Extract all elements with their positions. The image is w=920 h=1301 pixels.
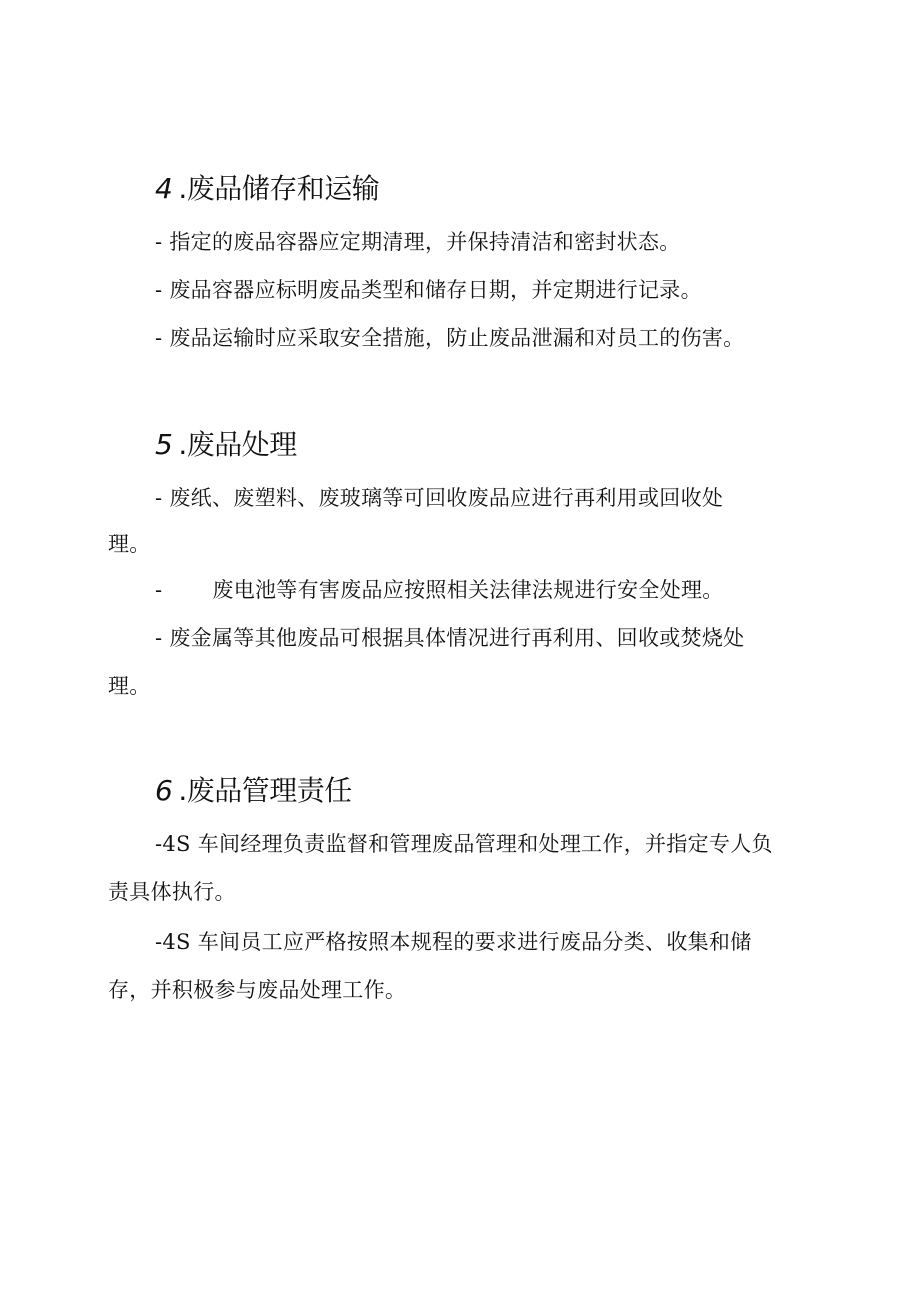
section-number: 6 — [155, 774, 173, 807]
section-6-heading — [155, 774, 352, 808]
section-4-heading — [155, 172, 379, 206]
paragraph-line: 责具体执行。 — [108, 880, 236, 904]
paragraph-line: 存，并积极参与废品处理工作。 — [108, 978, 407, 1002]
section-number: 5 — [155, 428, 173, 461]
list-text: 废电池等有害废品应按照相关法律法规进行安全处理。 — [212, 578, 724, 602]
paragraph-line: - 废品运输时应采取安全措施，防止废品泄漏和对员工的伤害。 — [155, 326, 745, 350]
section-number: 4 — [155, 172, 173, 205]
section-5-heading — [155, 428, 297, 462]
list-dash: - — [155, 578, 163, 602]
paragraph-line: - 废纸、废塑料、废玻璃等可回收废品应进行再利用或回收处 — [155, 486, 724, 510]
paragraph-line: 理。 — [108, 674, 151, 698]
paragraph-line — [155, 576, 724, 604]
paragraph-line: -4S 车间员工应严格按照本规程的要求进行废品分类、收集和储 — [155, 930, 752, 954]
section-title: .废品管理责任 — [178, 774, 352, 807]
paragraph-line: - 指定的废品容器应定期清理，并保持清洁和密封状态。 — [155, 230, 681, 254]
paragraph-line: 理。 — [108, 532, 151, 556]
section-title: .废品储存和运输 — [178, 172, 380, 205]
section-title: .废品处理 — [178, 428, 297, 461]
paragraph-line: -4S 车间经理负责监督和管理废品管理和处理工作，并指定专人负 — [155, 832, 773, 856]
paragraph-line: - 废金属等其他废品可根据具体情况进行再利用、回收或焚烧处 — [155, 626, 745, 650]
paragraph-line: - 废品容器应标明废品类型和储存日期，并定期进行记录。 — [155, 278, 702, 302]
